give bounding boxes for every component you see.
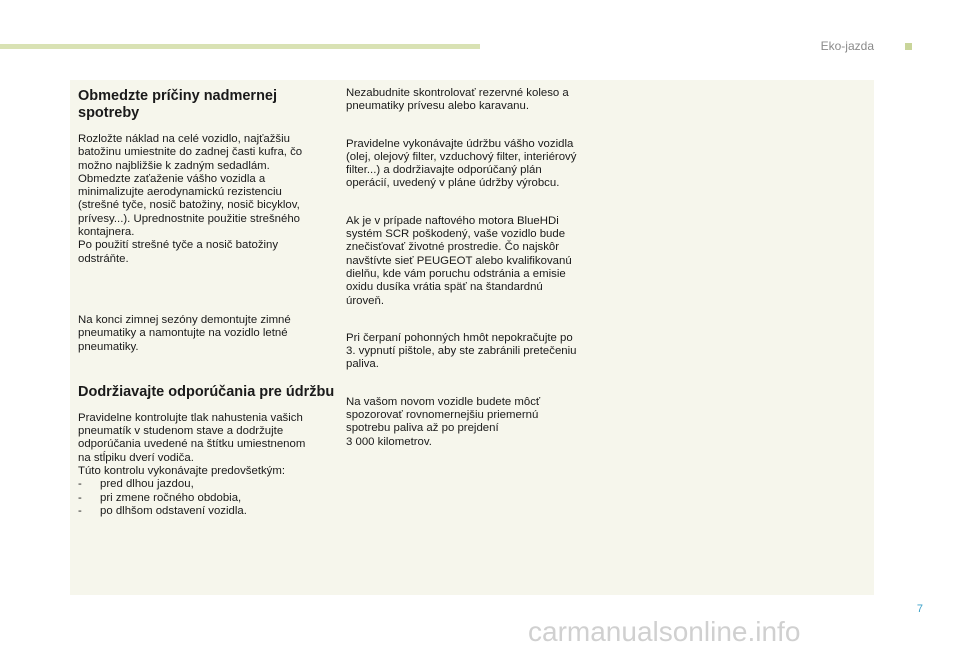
check-occasions-list: [78, 478, 338, 518]
list-item-text: pred dlhou jazdou,: [100, 478, 194, 491]
header-accent-bar: [0, 44, 480, 49]
list-dash: -: [78, 491, 82, 504]
page-number: 7: [916, 603, 923, 615]
list-item-text: pri zmene ročného obdobia,: [100, 491, 242, 504]
paragraph-spare-wheel: Nezabudnite skontrolovať rezervné koleso a pneumatiky prívesu alebo karavanu.: [346, 87, 569, 113]
paragraph-load-distribution: Rozložte náklad na celé vozidlo, najťažšiu batožinu umiestnite do zadnej časti kufra, čo možno najbližšie k zadným sedadlám. Obmedzte zaťaženie vášho vozidla a minimalizujte aerodynamickú rezistenciu (strešné tyče, nosič batožiny, nosič bicyklov, prívesy...). Uprednostnite použitie strešného kontajnera. Po použití strešné tyče a nosič batožiny odstráňte.: [78, 133, 303, 265]
watermark-text: carmanualsonline.info: [528, 616, 801, 647]
middle-column: [346, 80, 606, 449]
chapter-marker-square: [905, 43, 912, 50]
list-item: [78, 478, 338, 491]
paragraph-tyre-pressure: Pravidelne kontrolujte tlak nahustenia vašich pneumatík v studenom stave a dodržujte odporúčania uvedené na štítku umiestnenom na stĺpiku dverí vodiča. Túto kontrolu vykonávajte predovšetkým:: [78, 411, 306, 478]
paragraph-new-vehicle: Na vašom novom vozidle budete môcť spozorovať rovnomernejšiu priemernú spotrebu paliva až po prejdení 3 000 kilometrov.: [346, 395, 541, 448]
list-dash: -: [78, 478, 82, 491]
list-item-text: po dlhšom odstavení vozidla.: [100, 504, 247, 517]
list-dash: -: [78, 504, 82, 517]
left-column: [78, 80, 338, 518]
paragraph-service-plan: Pravidelne vykonávajte údržbu vášho vozidla (olej, olejový filter, vzduchový filter, interiérový filter...) a dodržiavajte odporúčaný plán operácií, uvedený v pláne údržby výrobcu.: [346, 137, 577, 190]
section-heading-maintenance: Dodržiavajte odporúčania pre údržbu: [78, 383, 335, 400]
list-item: [78, 492, 338, 505]
content-panel: [70, 80, 874, 595]
paragraph-scr-system: Ak je v prípade naftového motora BlueHDi systém SCR poškodený, vaše vozidlo bude znečisťovať životné prostredie. Čo najskôr navštívte sieť PEUGEOT alebo kvalifikovanú dielňu, kde vám poruchu odstránia a emisie oxidu dusíka vrátia späť na štandardnú úroveň.: [346, 214, 572, 307]
section-heading-consumption: Obmedzte príčiny nadmernej spotreby: [78, 88, 278, 121]
paragraph-winter-tyres: Na konci zimnej sezóny demontujte zimné pneumatiky a namontujte na vozidlo letné pneumatiky.: [78, 313, 291, 353]
chapter-title: Eko-jazda: [820, 39, 874, 53]
list-item: [78, 505, 338, 518]
paragraph-refuelling: Pri čerpaní pohonných hmôt nepokračujte po 3. vypnutí pištole, aby ste zabránili pretečeniu paliva.: [346, 331, 577, 371]
